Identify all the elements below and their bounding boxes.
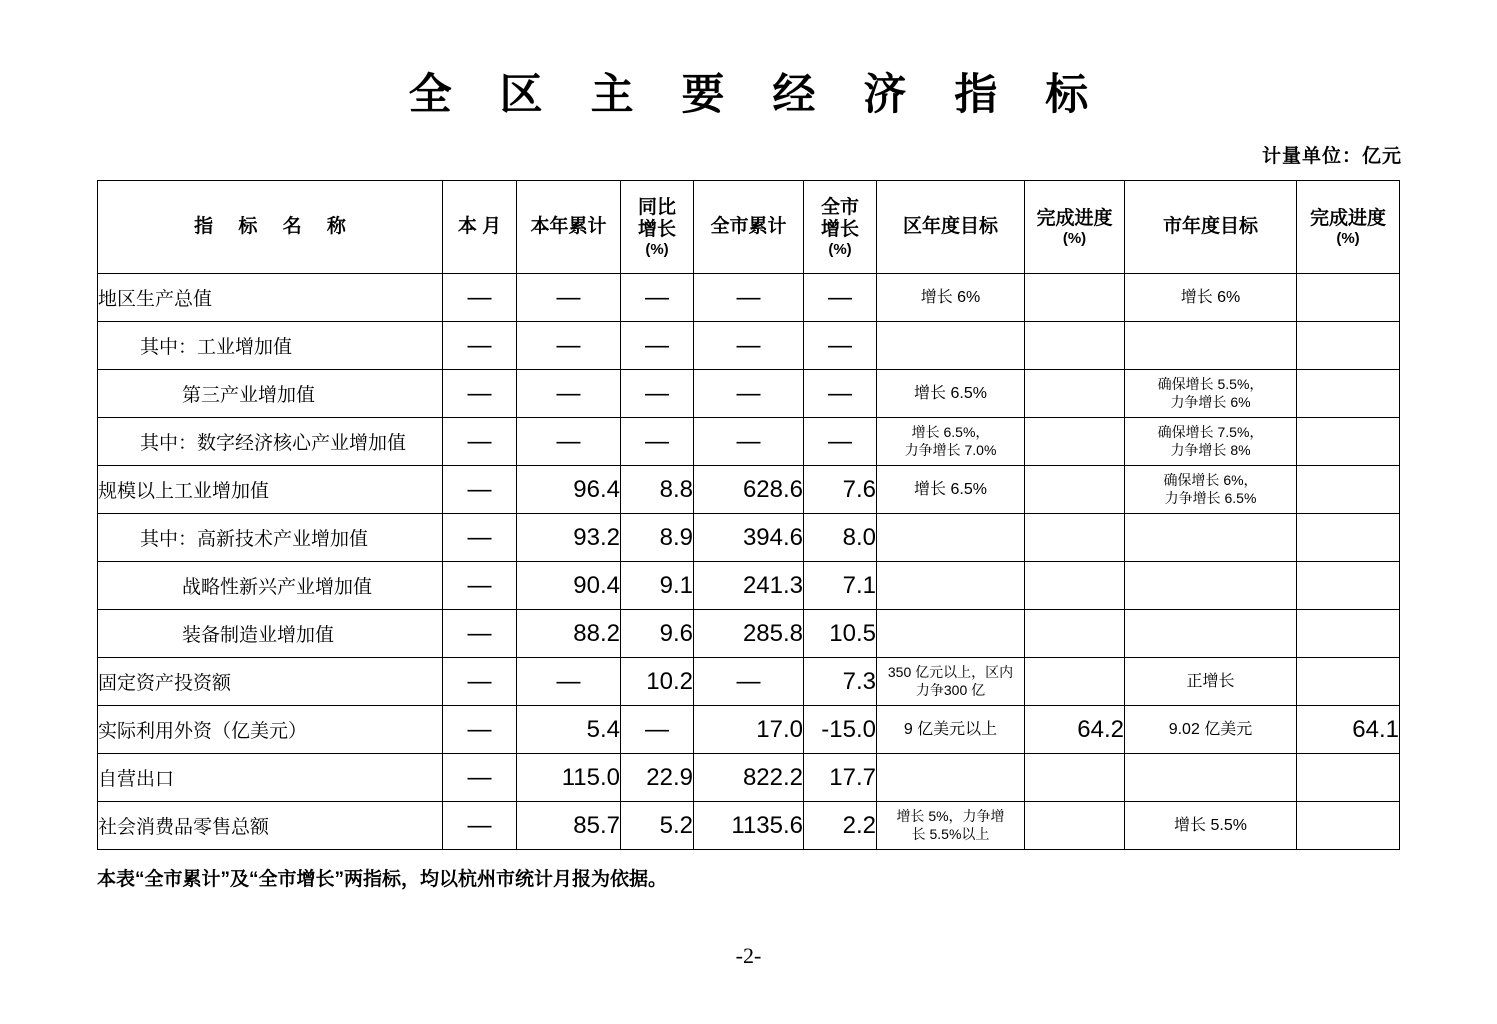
table-footnote: 本表“全市累计”及“全市增长”两指标，均以杭州市统计月报为依据。 xyxy=(97,869,668,891)
row-district-progress xyxy=(1025,514,1125,562)
column-header-district-progress-label: 完成进度 xyxy=(1036,207,1113,229)
column-header-month-label: 本 月 xyxy=(457,216,502,238)
row-city-target: 确保增长 7.5%， 力争增长 8% xyxy=(1125,418,1297,466)
row-yoy-growth-value: 10.2 xyxy=(621,658,694,706)
row-city-growth-value: 8.0 xyxy=(804,514,877,562)
column-header-month xyxy=(443,181,517,274)
row-city-ytd-value: 822.2 xyxy=(694,754,804,802)
column-header-yoy-growth-line1: 同比 xyxy=(637,196,676,218)
row-city-progress xyxy=(1297,562,1400,610)
column-header-ytd-label: 本年累计 xyxy=(530,216,607,238)
row-ytd-value: 96.4 xyxy=(517,466,621,514)
row-indicator-name: 第三产业增加值 xyxy=(98,370,443,418)
row-yoy-growth-value: 9.1 xyxy=(621,562,694,610)
table-row xyxy=(98,514,1400,562)
row-city-target: 增长 5.5% xyxy=(1125,802,1297,850)
table-row xyxy=(98,466,1400,514)
column-header-indicator-name xyxy=(98,181,443,274)
column-header-city-progress-label: 完成进度 xyxy=(1309,207,1386,229)
row-month-value: — xyxy=(443,754,517,802)
row-district-target xyxy=(877,754,1025,802)
row-city-growth-value: — xyxy=(804,418,877,466)
table-row xyxy=(98,562,1400,610)
row-city-target: 正增长 xyxy=(1125,658,1297,706)
row-city-ytd-value: 285.8 xyxy=(694,610,804,658)
row-month-value: — xyxy=(443,418,517,466)
row-ytd-value: 90.4 xyxy=(517,562,621,610)
row-city-growth-value: — xyxy=(804,322,877,370)
page-number: -2- xyxy=(735,943,762,969)
row-month-value: — xyxy=(443,562,517,610)
table-row xyxy=(98,370,1400,418)
column-header-city-progress-unit: (%) xyxy=(1336,229,1360,247)
row-district-target: 增长 6% xyxy=(877,274,1025,322)
row-district-progress xyxy=(1025,562,1125,610)
column-header-city-ytd-label: 全市累计 xyxy=(710,216,787,238)
row-city-growth-value: 7.3 xyxy=(804,658,877,706)
row-city-target xyxy=(1125,754,1297,802)
row-city-ytd-value: — xyxy=(694,322,804,370)
row-indicator-name: 规模以上工业增加值 xyxy=(98,466,443,514)
row-month-value: — xyxy=(443,274,517,322)
row-city-ytd-value: 17.0 xyxy=(694,706,804,754)
row-city-target: 确保增长 6%， 力争增长 6.5% xyxy=(1125,466,1297,514)
column-header-district-progress-unit: (%) xyxy=(1062,229,1087,247)
row-district-progress xyxy=(1025,466,1125,514)
row-district-target: 9 亿美元以上 xyxy=(877,706,1025,754)
row-city-progress xyxy=(1297,658,1400,706)
row-indicator-name: 装备制造业增加值 xyxy=(98,610,443,658)
row-ytd-value: 115.0 xyxy=(517,754,621,802)
row-city-progress xyxy=(1297,610,1400,658)
row-city-progress xyxy=(1297,802,1400,850)
row-district-target xyxy=(877,322,1025,370)
row-month-value: — xyxy=(443,706,517,754)
row-district-target: 350 亿元以上，区内 力争300 亿 xyxy=(877,658,1025,706)
column-header-city-ytd xyxy=(694,181,804,274)
row-yoy-growth-value: — xyxy=(621,322,694,370)
row-city-growth-value: 17.7 xyxy=(804,754,877,802)
row-yoy-growth-value: 5.2 xyxy=(621,802,694,850)
row-month-value: — xyxy=(443,370,517,418)
row-indicator-name: 实际利用外资（亿美元） xyxy=(98,706,443,754)
row-district-progress xyxy=(1025,274,1125,322)
column-header-district-progress xyxy=(1025,181,1125,274)
row-city-growth-value: 7.6 xyxy=(804,466,877,514)
row-city-target xyxy=(1125,610,1297,658)
row-indicator-name: 地区生产总值 xyxy=(98,274,443,322)
row-district-progress xyxy=(1025,418,1125,466)
row-city-target xyxy=(1125,322,1297,370)
row-yoy-growth-value: — xyxy=(621,274,694,322)
row-city-target: 确保增长 5.5%， 力争增长 6% xyxy=(1125,370,1297,418)
row-yoy-growth-value: — xyxy=(621,418,694,466)
column-header-district-target xyxy=(877,181,1025,274)
table-header-row xyxy=(98,181,1400,274)
row-city-growth-value: 10.5 xyxy=(804,610,877,658)
row-district-target: 增长 5%，力争增 长 5.5%以上 xyxy=(877,802,1025,850)
row-city-ytd-value: 394.6 xyxy=(694,514,804,562)
row-indicator-name: 固定资产投资额 xyxy=(98,658,443,706)
column-header-city-growth-line2: 增长 xyxy=(820,218,859,240)
row-indicator-name: 自营出口 xyxy=(98,754,443,802)
table-row xyxy=(98,802,1400,850)
row-month-value: — xyxy=(443,322,517,370)
row-ytd-value: — xyxy=(517,418,621,466)
row-city-ytd-value: 241.3 xyxy=(694,562,804,610)
row-city-growth-value: 7.1 xyxy=(804,562,877,610)
column-header-city-growth-unit: (%) xyxy=(828,240,852,258)
table-row xyxy=(98,658,1400,706)
column-header-yoy-growth-unit: (%) xyxy=(645,240,669,258)
column-header-city-growth-line1: 全市 xyxy=(820,196,859,218)
row-yoy-growth-value: — xyxy=(621,706,694,754)
economic-indicators-table xyxy=(97,180,1400,850)
row-indicator-name: 其中：高新技术产业增加值 xyxy=(98,514,443,562)
row-city-ytd-value: — xyxy=(694,418,804,466)
row-city-ytd-value: — xyxy=(694,274,804,322)
row-ytd-value: 88.2 xyxy=(517,610,621,658)
row-district-target: 增长 6.5% xyxy=(877,466,1025,514)
table-row xyxy=(98,706,1400,754)
row-ytd-value: — xyxy=(517,274,621,322)
row-district-progress xyxy=(1025,802,1125,850)
row-city-progress xyxy=(1297,466,1400,514)
column-header-ytd xyxy=(517,181,621,274)
row-district-progress xyxy=(1025,754,1125,802)
row-city-growth-value: -15.0 xyxy=(804,706,877,754)
row-indicator-name: 其中：数字经济核心产业增加值 xyxy=(98,418,443,466)
unit-note: 计量单位：亿元 xyxy=(1261,146,1402,168)
row-city-ytd-value: 1135.6 xyxy=(694,802,804,850)
column-header-city-progress xyxy=(1297,181,1400,274)
row-city-ytd-value: — xyxy=(694,658,804,706)
row-district-progress xyxy=(1025,658,1125,706)
row-city-progress xyxy=(1297,514,1400,562)
row-yoy-growth-value: 22.9 xyxy=(621,754,694,802)
row-ytd-value: 5.4 xyxy=(517,706,621,754)
row-city-growth-value: — xyxy=(804,370,877,418)
row-city-growth-value: — xyxy=(804,274,877,322)
row-yoy-growth-value: 8.8 xyxy=(621,466,694,514)
row-district-target xyxy=(877,610,1025,658)
row-month-value: — xyxy=(443,610,517,658)
page-title: 全 区 主 要 经 济 指 标 xyxy=(408,71,1107,119)
row-yoy-growth-value: — xyxy=(621,370,694,418)
row-district-target: 增长 6.5%， 力争增长 7.0% xyxy=(877,418,1025,466)
row-city-progress xyxy=(1297,322,1400,370)
row-district-progress xyxy=(1025,610,1125,658)
row-city-progress xyxy=(1297,274,1400,322)
row-city-progress: 64.1 xyxy=(1297,706,1400,754)
row-city-target: 增长 6% xyxy=(1125,274,1297,322)
table-row xyxy=(98,610,1400,658)
row-yoy-growth-value: 8.9 xyxy=(621,514,694,562)
row-district-target: 增长 6.5% xyxy=(877,370,1025,418)
row-month-value: — xyxy=(443,466,517,514)
column-header-city-target xyxy=(1125,181,1297,274)
row-ytd-value: 85.7 xyxy=(517,802,621,850)
row-city-progress xyxy=(1297,754,1400,802)
row-city-target xyxy=(1125,562,1297,610)
table-row xyxy=(98,418,1400,466)
row-city-progress xyxy=(1297,370,1400,418)
row-month-value: — xyxy=(443,514,517,562)
column-header-indicator-name-label: 指 标 名 称 xyxy=(194,216,356,238)
row-city-ytd-value: 628.6 xyxy=(694,466,804,514)
row-ytd-value: — xyxy=(517,658,621,706)
column-header-district-target-label: 区年度目标 xyxy=(902,216,998,238)
row-district-progress xyxy=(1025,370,1125,418)
table-row xyxy=(98,274,1400,322)
row-city-growth-value: 2.2 xyxy=(804,802,877,850)
row-ytd-value: 93.2 xyxy=(517,514,621,562)
row-yoy-growth-value: 9.6 xyxy=(621,610,694,658)
row-district-target xyxy=(877,562,1025,610)
table-body xyxy=(98,274,1400,850)
row-ytd-value: — xyxy=(517,370,621,418)
row-city-progress xyxy=(1297,418,1400,466)
row-city-target: 9.02 亿美元 xyxy=(1125,706,1297,754)
column-header-city-target-label: 市年度目标 xyxy=(1162,216,1258,238)
row-city-ytd-value: — xyxy=(694,370,804,418)
row-district-progress: 64.2 xyxy=(1025,706,1125,754)
row-indicator-name: 社会消费品零售总额 xyxy=(98,802,443,850)
row-month-value: — xyxy=(443,658,517,706)
column-header-yoy-growth-line2: 增长 xyxy=(637,218,676,240)
row-indicator-name: 其中：工业增加值 xyxy=(98,322,443,370)
row-city-target xyxy=(1125,514,1297,562)
table-row xyxy=(98,322,1400,370)
row-district-progress xyxy=(1025,322,1125,370)
column-header-yoy-growth xyxy=(621,181,694,274)
row-indicator-name: 战略性新兴产业增加值 xyxy=(98,562,443,610)
row-month-value: — xyxy=(443,802,517,850)
column-header-city-growth xyxy=(804,181,877,274)
row-ytd-value: — xyxy=(517,322,621,370)
table-row xyxy=(98,754,1400,802)
row-district-target xyxy=(877,514,1025,562)
